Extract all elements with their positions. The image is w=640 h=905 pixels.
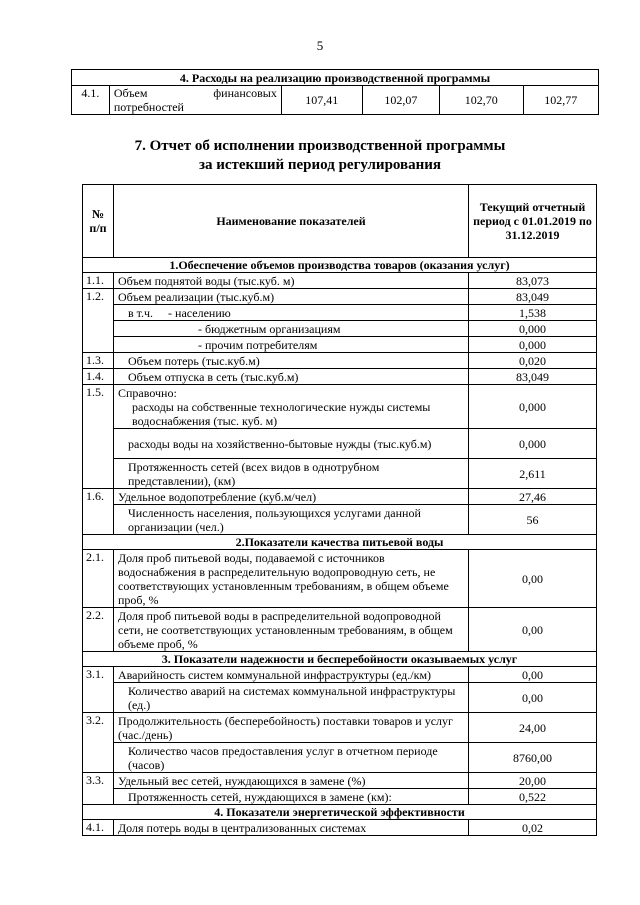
expenses-name-part3: потребностей (113, 100, 184, 114)
expenses-table (71, 69, 599, 115)
row-number: 1.1. (83, 273, 114, 289)
header-name: Наименование показателей (114, 185, 469, 258)
table-row (83, 743, 597, 773)
report-heading-line2: за истекший период регулирования (198, 157, 442, 173)
row-name: Доля проб питьевой воды, подаваемой с источников водоснабжения в распределительную водопроводную сеть, не соответствующих установленным требованиям, в общем объеме проб, % (114, 550, 469, 608)
row-number: 3.3. (83, 773, 114, 789)
row-number: 4.1. (83, 820, 114, 836)
row-number: 1.4. (83, 369, 114, 385)
row-value: 83,049 (469, 289, 597, 305)
table-row (83, 608, 597, 652)
row-name: Объем реализации (тыс.куб.м) (114, 289, 469, 305)
row-value: 56 (469, 505, 597, 535)
row-number: 1.3. (83, 353, 114, 369)
row-name: Продолжительность (бесперебойность) поставки товаров и услуг (час./день) (114, 713, 469, 743)
row-value: 0,000 (469, 337, 597, 353)
row-name: Аварийность систем коммунальной инфраструктуры (ед./км) (114, 667, 469, 683)
expenses-row-number: 4.1. (72, 86, 110, 115)
section-4-title: 4. Показатели энергетической эффективности (83, 805, 597, 820)
table-row (83, 273, 597, 289)
row-value: 0,000 (469, 321, 597, 337)
row-value: 0,000 (469, 429, 597, 459)
table-row (83, 385, 597, 429)
row-value: 0,020 (469, 353, 597, 369)
table-row (83, 683, 597, 713)
report-heading-line1: 7. Отчет об исполнении производственной программы (134, 138, 506, 154)
expenses-section-title: 4. Расходы на реализацию производственной программы (72, 70, 599, 86)
row-value: 0,00 (469, 608, 597, 652)
page-number: 5 (316, 38, 324, 53)
row-value: 0,00 (469, 667, 597, 683)
row-number: 1.5. (83, 385, 114, 429)
row-value: 2,611 (469, 459, 597, 489)
expenses-value-4: 102,77 (523, 86, 598, 115)
row-name: Количество часов предоставления услуг в отчетном периоде (часов) (114, 743, 469, 773)
header-number: № п/п (83, 185, 114, 258)
row-name: Доля потерь воды в централизованных системах (114, 820, 469, 836)
row-value: 0,00 (469, 683, 597, 713)
table-row (83, 369, 597, 385)
row-value: 27,46 (469, 489, 597, 505)
row-name: Доля проб питьевой воды в распределительной водопроводной сети, не соответствующих установленным требованиям, в общем объеме проб, % (114, 608, 469, 652)
row-name: Объем отпуска в сеть (тыс.куб.м) (114, 369, 469, 385)
row-value: 0,00 (469, 550, 597, 608)
report-heading (0, 137, 640, 175)
expenses-value-3: 102,70 (439, 86, 523, 115)
row-value: 20,00 (469, 773, 597, 789)
table-row (83, 667, 597, 683)
row-number: 2.1. (83, 550, 114, 608)
expenses-value-1: 107,41 (281, 86, 362, 115)
table-row (83, 459, 597, 489)
row-name-text: - населению (168, 305, 231, 320)
row-value: 83,049 (469, 369, 597, 385)
row-name: - бюджетным организациям (114, 321, 469, 337)
row-name: расходы воды на хозяйственно-бытовые нужды (тыс.куб.м) (114, 429, 469, 459)
section-3-title: 3. Показатели надежности и бесперебойности оказываемых услуг (83, 652, 597, 667)
row-value: 0,522 (469, 789, 597, 805)
table-row (83, 321, 597, 337)
row-number: 3.2. (83, 713, 114, 743)
report-table (82, 184, 597, 836)
row-name: Численность населения, пользующихся услугами данной организации (чел.) (114, 505, 469, 535)
row-label: Справочно: (118, 385, 177, 400)
row-name: Протяженность сетей (всех видов в однотрубном представлении), (км) (114, 459, 469, 489)
row-name: Удельное водопотребление (куб.м/чел) (114, 489, 469, 505)
row-number: 1.6. (83, 489, 114, 505)
table-row (83, 429, 597, 459)
table-row (83, 789, 597, 805)
row-name (114, 305, 469, 321)
row-name: Объем поднятой воды (тыс.куб. м) (114, 273, 469, 289)
header-period: Текущий отчетный период с 01.01.2019 по 31.12.2019 (469, 185, 597, 258)
row-name: Объем потерь (тыс.куб.м) (114, 353, 469, 369)
row-number: 2.2. (83, 608, 114, 652)
row-name: - прочим потребителям (114, 337, 469, 353)
table-row (83, 713, 597, 743)
expenses-name-part2: финансовых (213, 86, 277, 100)
table-row (83, 489, 597, 505)
table-row (83, 305, 597, 321)
row-value: 24,00 (469, 713, 597, 743)
expenses-value-2: 102,07 (362, 86, 439, 115)
table-row (83, 289, 597, 305)
row-name: Удельный вес сетей, нуждающихся в замене (%) (114, 773, 469, 789)
row-name: Протяженность сетей, нуждающихся в замене (км): (114, 789, 469, 805)
section-2-title: 2.Показатели качества питьевой воды (83, 535, 597, 550)
row-name (114, 385, 469, 429)
row-value: 0,02 (469, 820, 597, 836)
expenses-row-name (109, 86, 281, 115)
row-prefix: в т.ч. (128, 305, 154, 320)
row-value: 1,538 (469, 305, 597, 321)
table-row (83, 773, 597, 789)
row-name: Количество аварий на системах коммунальной инфраструктуры (ед.) (114, 683, 469, 713)
table-row (83, 820, 597, 836)
row-name-text: расходы на собственные технологические нужды системы водоснабжения (тыс. куб. м) (132, 399, 431, 428)
row-value: 8760,00 (469, 743, 597, 773)
section-1-title: 1.Обеспечение объемов производства товаров (оказания услуг) (83, 258, 597, 273)
expenses-name-part1: Объем (113, 86, 148, 100)
row-value: 83,073 (469, 273, 597, 289)
table-row (83, 353, 597, 369)
table-row (83, 550, 597, 608)
row-value: 0,000 (469, 385, 597, 429)
row-number: 1.2. (83, 289, 114, 305)
table-row (83, 505, 597, 535)
row-number: 3.1. (83, 667, 114, 683)
table-row (83, 337, 597, 353)
